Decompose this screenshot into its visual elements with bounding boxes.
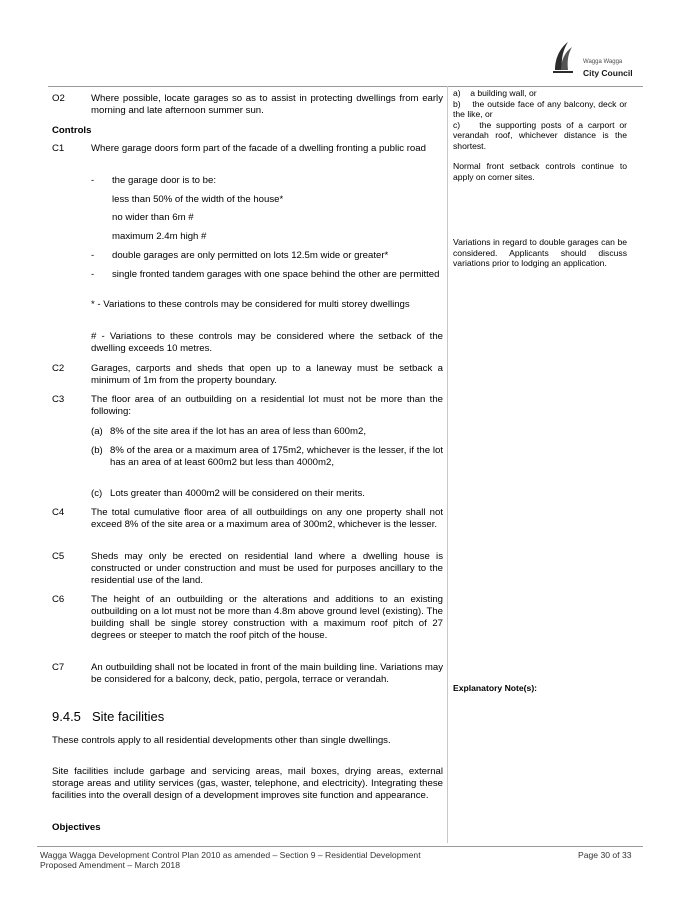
variation-note: # - Variations to these controls may be considered where the setback of the dwelling exceeds 10 metres. bbox=[91, 331, 443, 354]
item-text: The total cumulative floor area of all outbuildings on any one property shall not exceed 8% of the site area or a maximum area of 300m2, whichever is the lesser. bbox=[91, 507, 443, 530]
control-c6 bbox=[52, 594, 443, 642]
section-title: Site facilities bbox=[92, 709, 165, 724]
side-note: a) a building wall, or bbox=[453, 88, 537, 98]
item-text: The floor area of an outbuilding on a residential lot must not be more than the following: bbox=[91, 394, 443, 417]
section-heading bbox=[52, 711, 164, 723]
item-number: C2 bbox=[52, 363, 65, 374]
council-logo bbox=[550, 40, 642, 82]
control-c1 bbox=[52, 143, 443, 155]
list-item: (a) 8% of the site area if the lot has an area of less than 600m2, bbox=[91, 426, 366, 437]
item-number: O2 bbox=[52, 93, 65, 104]
list-item: (c) Lots greater than 4000m2 will be considered on their merits. bbox=[91, 488, 365, 499]
control-c7 bbox=[52, 662, 443, 686]
section-number: 9.4.5 bbox=[52, 709, 81, 724]
control-c4 bbox=[52, 507, 443, 531]
item-text: Where possible, locate garages so as to assist in protecting dwellings from early morning and late afternoon summer sun. bbox=[91, 93, 443, 116]
paragraph: Site facilities include garbage and servicing areas, mail boxes, drying areas, external storage areas and utility services (gas, waster, telephone, and electricity). Integrating these facilities into the overall design of a development improves site function and appearance. bbox=[52, 766, 443, 801]
item-text: The height of an outbuilding or the alterations and additions to an existing outbuilding on a lot must not be more than 4.8m above ground level (existing). The building shall be single storey construction with a maximum roof pitch of 27 degrees or steeper to match the roof pitch of the house. bbox=[91, 594, 443, 641]
list-item: less than 50% of the width of the house* bbox=[112, 194, 284, 205]
item-text: Sheds may only be erected on residential land where a dwelling house is constructed or under construction and must be used for purposes ancillary to the residential use of the land. bbox=[91, 551, 443, 586]
item-text: Garages, carports and sheds that open up to a laneway must be setback a minimum of 1m from the property boundary. bbox=[91, 363, 443, 386]
list-item: no wider than 6m # bbox=[112, 212, 194, 223]
controls-heading: Controls bbox=[52, 125, 92, 136]
logo-council-name: City Council bbox=[583, 68, 633, 78]
control-c2 bbox=[52, 363, 443, 387]
council-logo-icon bbox=[552, 40, 574, 74]
side-note: b) the outside face of any balcony, deck or the like, or bbox=[453, 98, 627, 119]
logo-city-name: Wagga Wagga bbox=[583, 59, 623, 65]
list-item: - the garage door is to be: bbox=[91, 175, 217, 186]
item-number: C4 bbox=[52, 507, 65, 518]
item-number: C3 bbox=[52, 394, 65, 405]
side-note: Variations in regard to double garages can be considered. Applicants should discuss variations prior to lodging an application. bbox=[453, 237, 627, 268]
item-text: An outbuilding shall not be located in front of the main building line. Variations may be considered for a balcony, deck, patio, pergola, terrace or verandah. bbox=[91, 662, 443, 685]
variation-note: * - Variations to these controls may be considered for multi storey dwellings bbox=[91, 299, 410, 310]
item-number: C6 bbox=[52, 594, 65, 605]
footer-rule bbox=[37, 846, 643, 847]
header-rule bbox=[48, 86, 643, 87]
footer-amendment: Proposed Amendment – March 2018 bbox=[40, 860, 180, 870]
list-item: - single fronted tandem garages with one space behind the other are permitted bbox=[91, 269, 440, 280]
objective-o2 bbox=[52, 93, 443, 117]
footer-text bbox=[40, 850, 421, 870]
item-number: C1 bbox=[52, 143, 65, 154]
list-item: maximum 2.4m high # bbox=[112, 231, 207, 242]
column-divider bbox=[447, 86, 448, 843]
list-item: (b) 8% of the area or a maximum area of 175m2, whichever is the lesser, if the lot has an area of at least 600m2 but less than 4000m2, bbox=[91, 445, 443, 468]
control-c3 bbox=[52, 394, 443, 418]
footer-doc-title: Wagga Wagga Development Control Plan 2010 as amended – Section 9 – Residential Development bbox=[40, 850, 421, 860]
page-number: Page 30 of 33 bbox=[578, 850, 632, 860]
item-number: C5 bbox=[52, 551, 65, 562]
side-note: c) the supporting posts of a carport or verandah roof, whichever distance is the shortest. bbox=[453, 119, 627, 151]
item-text: Where garage doors form part of the facade of a dwelling fronting a public road bbox=[91, 143, 426, 154]
item-number: C7 bbox=[52, 662, 65, 673]
side-note: Normal front setback controls continue to apply on corner sites. bbox=[453, 161, 627, 182]
side-column bbox=[453, 88, 627, 693]
paragraph: These controls apply to all residential developments other than single dwellings. bbox=[52, 735, 391, 746]
objectives-heading: Objectives bbox=[52, 822, 101, 833]
control-c5 bbox=[52, 551, 443, 587]
explanatory-heading: Explanatory Note(s): bbox=[453, 682, 538, 693]
list-item: - double garages are only permitted on lots 12.5m wide or greater* bbox=[91, 250, 389, 261]
